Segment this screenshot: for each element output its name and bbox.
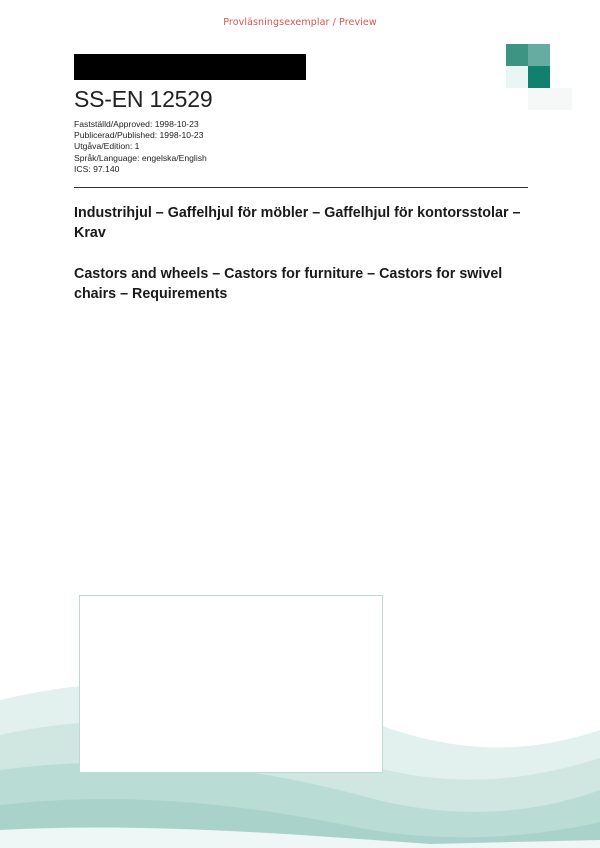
language: Språk/Language: engelska/English — [74, 152, 207, 163]
published-date: Publicerad/Published: 1998-10-23 — [74, 130, 204, 141]
title-english: Castors and wheels – Castors for furniture – Castors for swivel chairs – Requirements — [74, 266, 503, 302]
ics-code: ICS: 97.140 — [74, 163, 120, 174]
preview-watermark: Provläsningsexemplar / Preview — [223, 17, 377, 28]
document-metadata — [74, 119, 207, 175]
divider — [74, 187, 528, 188]
title-swedish: Industrihjul – Gaffelhjul för möbler – Gaffelhjul för kontorsstolar – Krav — [74, 205, 521, 241]
redaction-bar — [74, 54, 306, 80]
sis-logo — [506, 44, 572, 110]
cover-image-frame — [79, 595, 383, 773]
document-number: SS-EN 12529 — [74, 86, 213, 112]
edition: Utgåva/Edition: 1 — [74, 141, 140, 152]
approved-date: Fastställd/Approved: 1998-10-23 — [74, 119, 199, 129]
